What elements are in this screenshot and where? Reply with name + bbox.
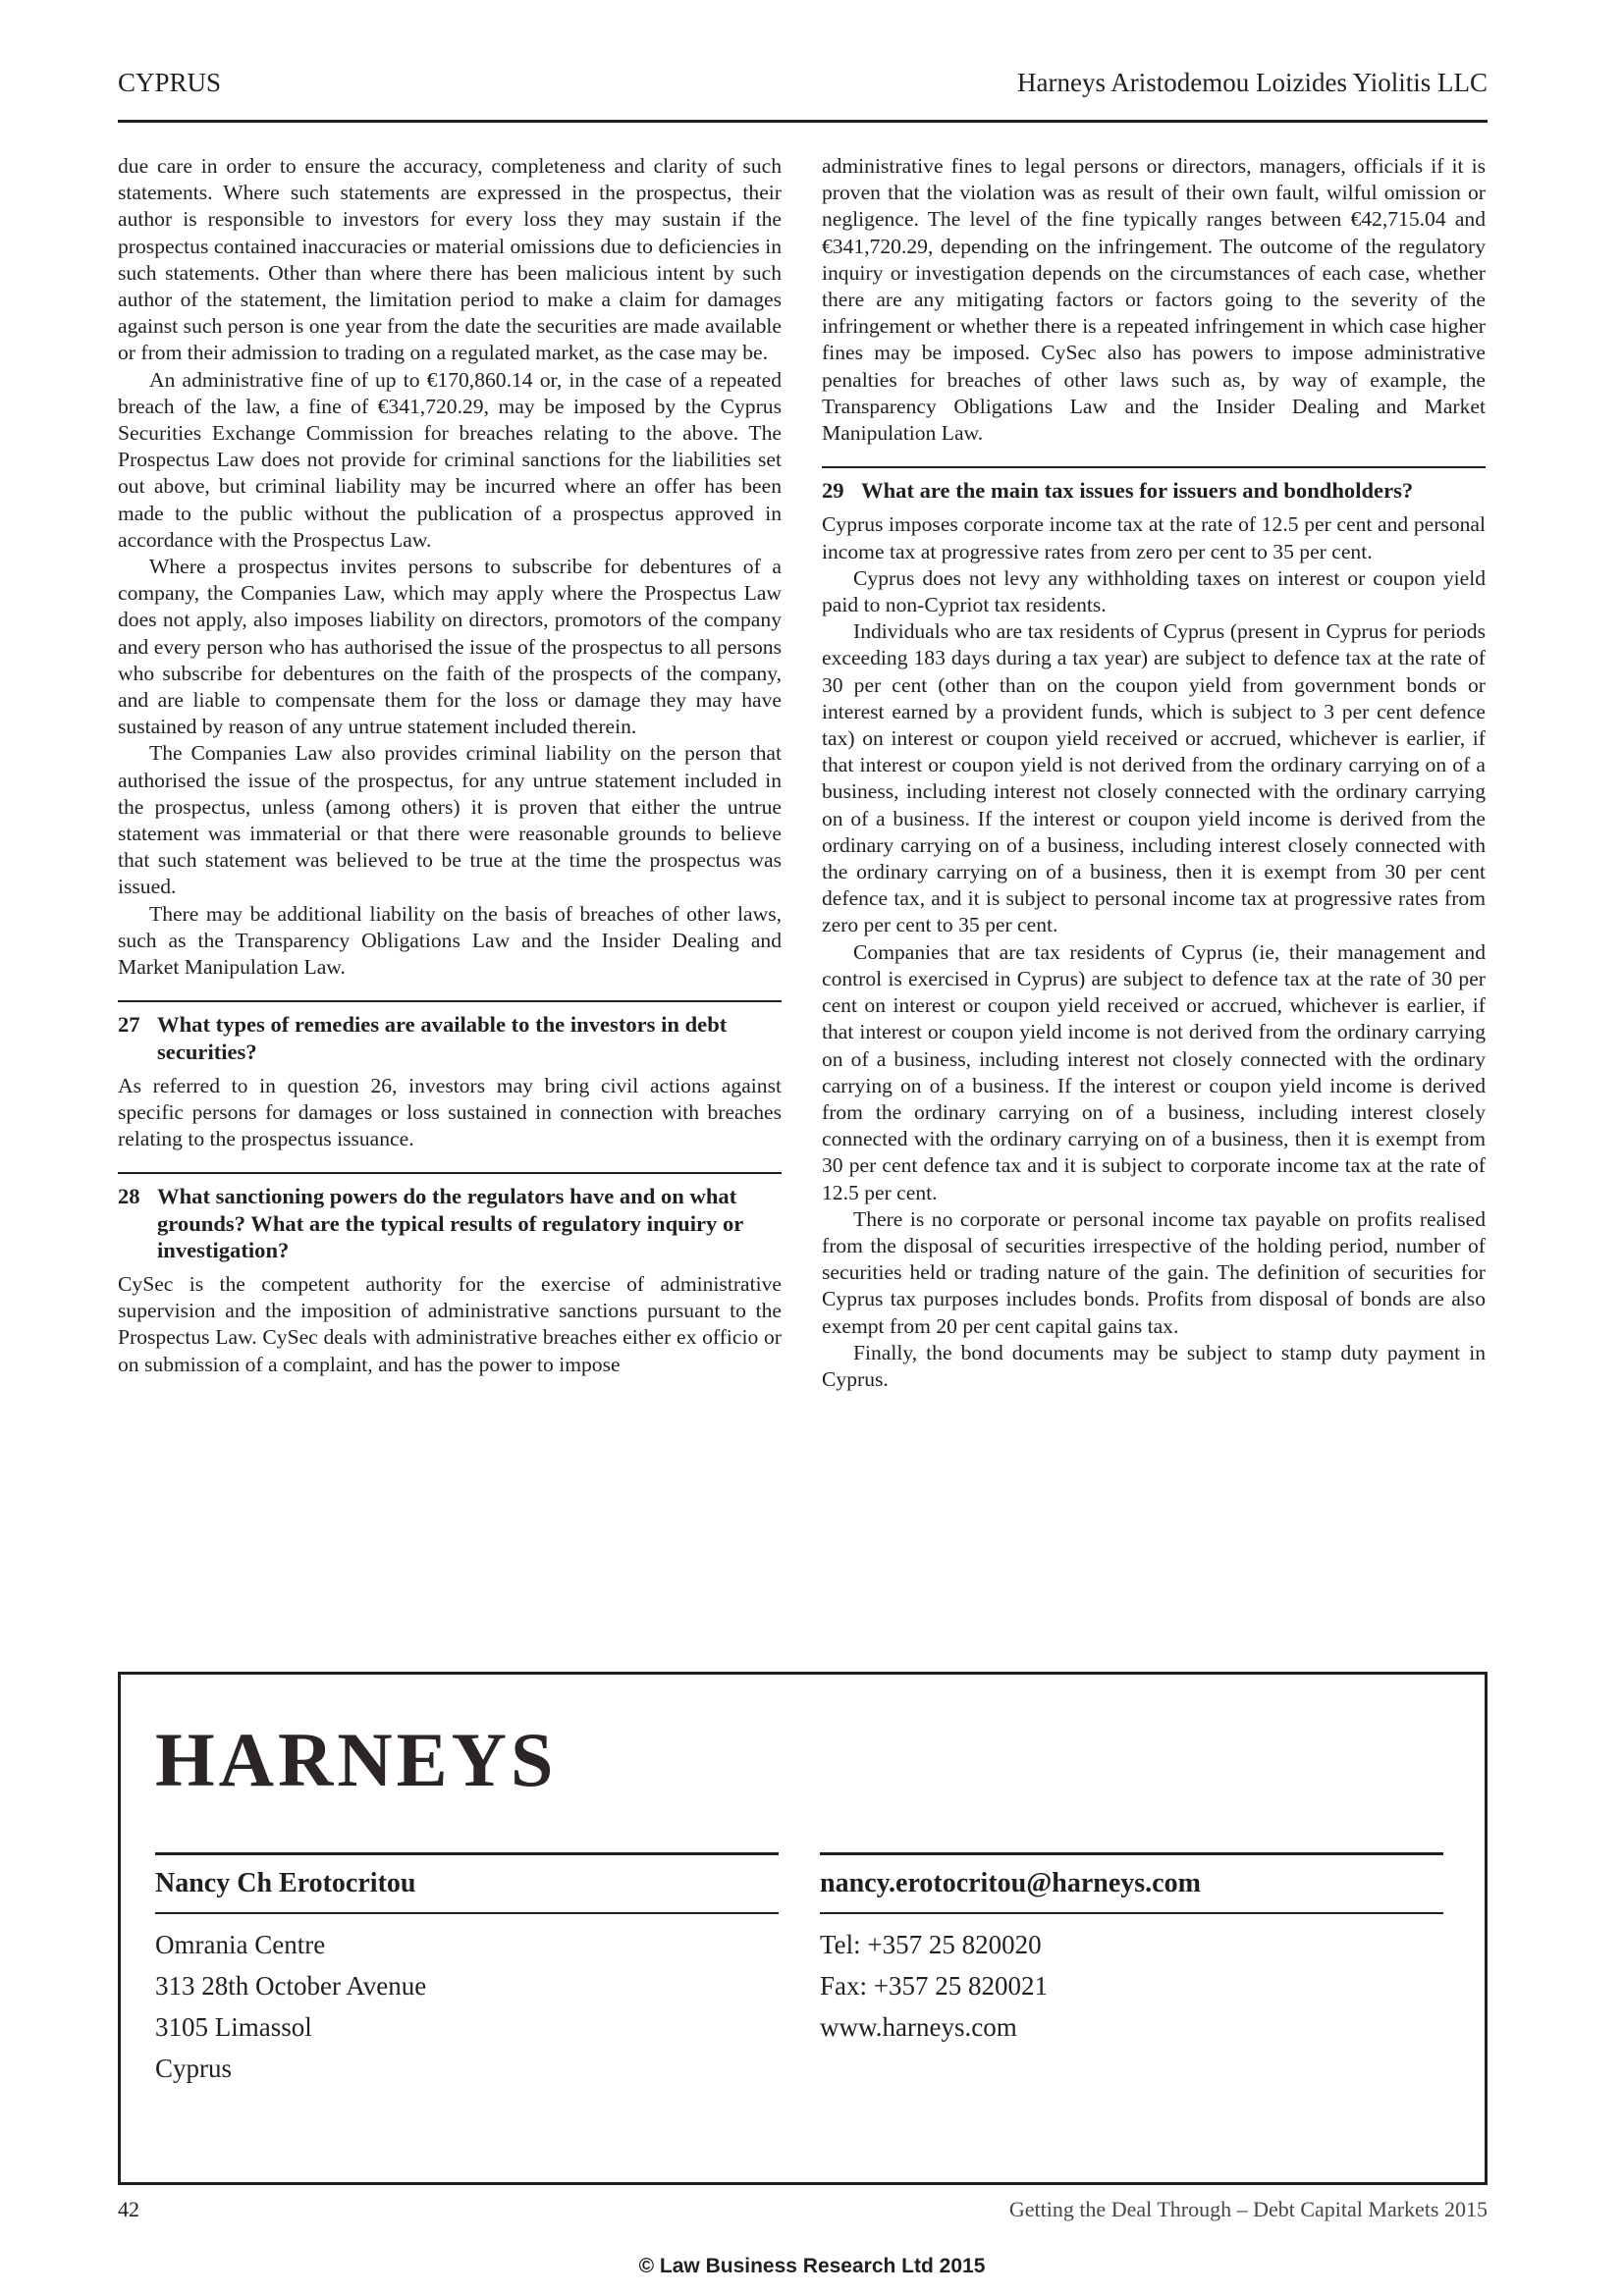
paragraph: Cyprus does not levy any withholding taxes on interest or coupon yield paid to non-Cypriot tax residents. — [822, 565, 1486, 617]
question-number: 29 — [822, 478, 844, 504]
firm-advert-box — [118, 1672, 1488, 2185]
contact-details — [820, 1924, 1048, 2048]
postal-address — [155, 1924, 426, 2089]
answer-paragraph: CySec is the competent authority for the exercise of administrative supervision and the imposition of administrative sanctions pursuant to the Prospectus Law. CySec deals with administrative breaches either ex officio or on submission of a complaint, and has the power to impose — [118, 1271, 782, 1376]
contact-name: Nancy Ch Erotocritou — [155, 1868, 416, 1898]
copyright-notice: © Law Business Research Ltd 2015 — [638, 2255, 986, 2277]
telephone: Tel: +357 25 820020 — [820, 1930, 1042, 1959]
address-line: Cyprus — [155, 2054, 233, 2083]
question-number: 27 — [118, 1012, 140, 1038]
answer-paragraph: As referred to in question 26, investors may bring civil actions against specific persons for damages or loss sustained in connection with breaches relating to the prospectus issuance. — [118, 1073, 782, 1151]
question-heading-28 — [118, 1172, 782, 1263]
fax: Fax: +357 25 820021 — [820, 1971, 1048, 2001]
question-title: What are the main tax issues for issuers and bondholders? — [861, 478, 1414, 504]
paragraph: due care in order to ensure the accuracy, completeness and clarity of such statements. Where such statements are expressed in the prospectus, their author is responsible to investors for every loss they may sustain if the prospectus contained inaccuracies or material omissions due to deficiencies in such statements. Other than where there has been malicious intent by such author of the statement, the limitation period to make a claim for damages against such person is one year from the date the securities are made available or from their admission to trading on a regulated market, as the case may be. — [118, 154, 782, 365]
address-line: Omrania Centre — [155, 1930, 326, 1959]
paragraph: An administrative fine of up to €170,860.14 or, in the case of a repeated breach of the law, a fine of €341,720.29, may be imposed by the Cyprus Securities Exchange Commission for breaches relating to the above. The Prospectus Law does not provide for criminal sanctions for the liabilities set out above, but criminal liability may be incurred where an offer has been made to the public without the publication of a prospectus approved in accordance with the Prospectus Law. — [118, 367, 782, 552]
country-label: CYPRUS — [118, 68, 222, 97]
paragraph: The Companies Law also provides criminal liability on the person that authorised the issue of the prospectus, for any untrue statement included in the prospectus, unless (among others) it is proven that either the untrue statement was immaterial or that there were reasonable grounds to believe that such statement was believed to be true at the time the prospectus was issued. — [118, 741, 782, 899]
divider — [820, 1852, 1443, 1855]
brand-logo: HARNEYS — [155, 1717, 558, 1802]
address-line: 3105 Limassol — [155, 2012, 312, 2042]
page-number: 42 — [118, 2197, 139, 2221]
question-title: What sanctioning powers do the regulators have and on what grounds? What are the typical results of regulatory inquiry or investigation? — [157, 1184, 743, 1262]
divider — [820, 1912, 1443, 1914]
paragraph: Companies that are tax residents of Cyprus (ie, their management and control is exercised in Cyprus) are subject to defence tax at the rate of 30 per cent on interest or coupon yield received or accrued, whichever is earlier, if that interest or coupon yield income is not derived from the ordinary carrying on of a business, including interest not closely connected with the ordinary carrying on of a business. If the interest or coupon yield income is derived from the ordinary carrying on of a business, including interest closely connected with the ordinary carrying on of a business, then it is exempt from 30 per cent defence tax and it is subject to corporate income tax at the rate of 12.5 per cent. — [822, 939, 1486, 1204]
question-heading-27 — [118, 1000, 782, 1064]
paragraph: Where a prospectus invites persons to subscribe for debentures of a company, the Companies Law, which may apply where the Prospectus Law does not apply, also imposes liability on directors, promotors of the company and every person who has authorised the issue of the prospectus to all persons who subscribe for debentures on the faith of the prospects of the company, and are liable to compensate them for the loss or damage they may have sustained by reason of any untrue statement included therein. — [118, 555, 782, 739]
divider — [155, 1912, 779, 1914]
publication-title: Getting the Deal Through – Debt Capital Markets 2015 — [1008, 2197, 1488, 2221]
divider — [155, 1852, 779, 1855]
question-number: 28 — [118, 1184, 140, 1209]
paragraph: Individuals who are tax residents of Cyprus (present in Cyprus for periods exceeding 183 days during a tax year) are subject to defence tax at the rate of 30 per cent (other than on the coupon yield from government bonds or interest earned by a provident funds, which is subject to 3 per cent defence tax) on interest or coupon yield received or accrued, whichever is earlier, if that interest or coupon yield is not derived from the ordinary carrying on of a business, including interest not closely connected with the ordinary carrying on of a business. If the interest or coupon yield income is derived from the ordinary carrying on of a business, including interest closely connected with the ordinary carrying on of a business, then it is exempt from 30 per cent defence tax, and it is subject to personal income tax at progressive rates from zero per cent to 35 per cent. — [822, 619, 1486, 937]
answer-paragraph: Cyprus imposes corporate income tax at the rate of 12.5 per cent and personal income tax at progressive rates from zero per cent to 35 per cent. — [822, 512, 1486, 563]
paragraph: There may be additional liability on the basis of breaches of other laws, such as the Transparency Obligations Law and the Insider Dealing and Market Manipulation Law. — [118, 901, 782, 980]
paragraph: There is no corporate or personal income tax payable on profits realised from the disposal of securities irrespective of the holding period, number of securities held or trading nature of the gain. The definition of securities for Cyprus tax purposes includes bonds. Profits from disposal of bonds are also exempt from 20 per cent capital gains tax. — [822, 1206, 1486, 1338]
question-title: What types of remedies are available to the investors in debt securities? — [157, 1012, 728, 1064]
contact-email[interactable]: nancy.erotocritou@harneys.com — [820, 1868, 1201, 1898]
website-link[interactable]: www.harneys.com — [820, 2012, 1017, 2042]
firm-name: Harneys Aristodemou Loizides Yiolitis LLC — [1017, 68, 1488, 97]
question-heading-29 — [822, 466, 1486, 504]
page-header — [118, 65, 1488, 123]
left-column — [118, 153, 782, 1378]
address-line: 313 28th October Avenue — [155, 1971, 427, 2001]
paragraph: Finally, the bond documents may be subject to stamp duty payment in Cyprus. — [822, 1340, 1486, 1391]
paragraph: administrative fines to legal persons or directors, managers, officials if it is proven that the violation was as result of their own fault, wilful omission or negligence. The level of the fine typically ranges between €42,715.04 and €341,720.29, depending on the infringement. The outcome of the regulatory inquiry or investigation depends on the circumstances of each case, whether there are any mitigating factors or factors going to the severity of the infringement or whether there is a repeated infringement in which case higher fines may be imposed. CySec also has powers to impose administrative penalties for breaches of other laws such as, by way of example, the Transparency Obligations Law and the Insider Dealing and Market Manipulation Law. — [822, 154, 1486, 446]
right-column — [822, 153, 1486, 1393]
